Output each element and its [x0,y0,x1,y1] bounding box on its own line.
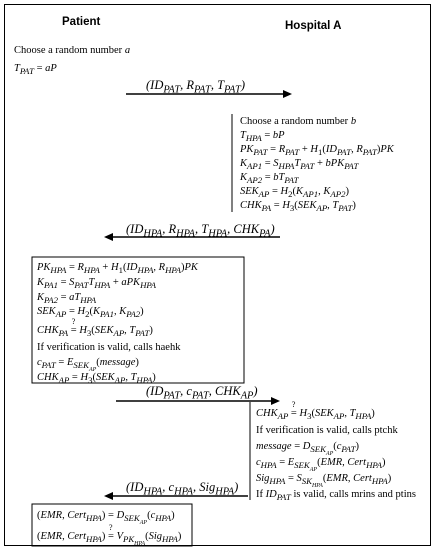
step4-line6: If $ID_{PAT}$ is valid, calls mrins and ptins [256,489,416,503]
step2-line6: $SEK_{AP} = H_2(K_{AP1}$, $K_{AP2}$) [240,186,349,200]
step3-line7: $c_{PAT}$ = $E_{SEK_{AP}}(message)$ [37,357,139,373]
step4-line3: message = $D_{SEK_{AP}}(c_{PAT})$ [256,441,360,457]
step2-line5: $K_{AP2} = bT_{PAT}$ [240,172,299,186]
hospital-header: Hospital A [285,20,342,32]
step2-line3: $PK_{PAT} = R_{PAT} + H_1(ID_{PAT}$, $R_{PAT})PK$ [240,144,394,158]
step4-line4: $c_{HPA} = E_{SEK_{AP}}(EMR$, Cert$_{HPA}$) [256,457,386,473]
message2-arrowhead [104,233,113,241]
step2-line4: $K_{AP1} = S_{HPA}T_{PAT} + bPK_{PAT}$ [240,158,359,172]
step4-line2: If verification is valid, calls ptchk [256,425,398,436]
step3-line5: $CHK_{PA}$ = ? $H_3(SEK_{AP}$, $T_{PAT}$) [37,317,153,339]
step2-line7: $CHK_{PA} = H_3(SEK_{AP}$, $T_{PAT}$) [240,200,356,214]
step3-line6: If verification is valid, calls haehk [37,342,181,353]
step3-line1: $PK_{HPA} = R_{HPA} + H_1(ID_{HPA}$, $R_{HPA})PK$ [37,262,198,276]
step4-line5: $Sig_{HPA} = S_{SK_{HPA}}(EMR$, Cert$_{HPA}$) [256,473,392,489]
step2-line1: Choose a random number b [240,116,357,127]
step5-line2: (EMR, Cert$_{HPA}$) = ? $V_{PK_{HPA}}(Sig_{HPA})$ [37,523,182,547]
step5-box [32,504,192,546]
message2-label: ($ID_{HPA}$, $R_{HPA}$, $T_{HPA}$, $CHK_{PA}$) [126,222,275,240]
patient-header: Patient [62,16,101,28]
step4-line1: $CHK_{AP}$ = ? $H_3(SEK_{AP}$, $T_{HPA}$) [256,400,375,422]
step1-line1: Choose a random number a [14,45,131,56]
message4-arrowhead [104,492,113,500]
step3-box [32,257,244,383]
message3-arrowhead [271,397,280,405]
step5-line1: (EMR, Cert$_{HPA}$) = $D_{SEK_{AP}}(c_{HPA})$ [37,510,175,526]
message4-label: ($ID_{HPA}$, $c_{HPA}$, Sig$_{HPA}$) [126,480,239,498]
message1-arrowhead [283,90,292,98]
step1-line2: $T_{PAT}$ = aP [14,63,57,77]
step3-line2: $K_{PA1} = S_{PAT}T_{HPA} + aPK_{HPA}$ [37,277,156,291]
message1-label: ($ID_{PAT}$, $R_{PAT}$, $T_{PAT}$) [146,78,245,96]
step3-line8: $CHK_{AP} = H_3(SEK_{AP}$, $T_{HPA}$) [37,372,156,386]
step2-line2: $T_{HPA}$ = bP [240,130,285,144]
step3-line3: $K_{PA2} = aT_{HPA}$ [37,292,97,306]
step3-line4: $SEK_{AP} = H_2(K_{PA1}$, $K_{PA2}$) [37,306,144,320]
message3-label: ($ID_{PAT}$, $c_{PAT}$, $CHK_{AP}$) [146,384,258,402]
